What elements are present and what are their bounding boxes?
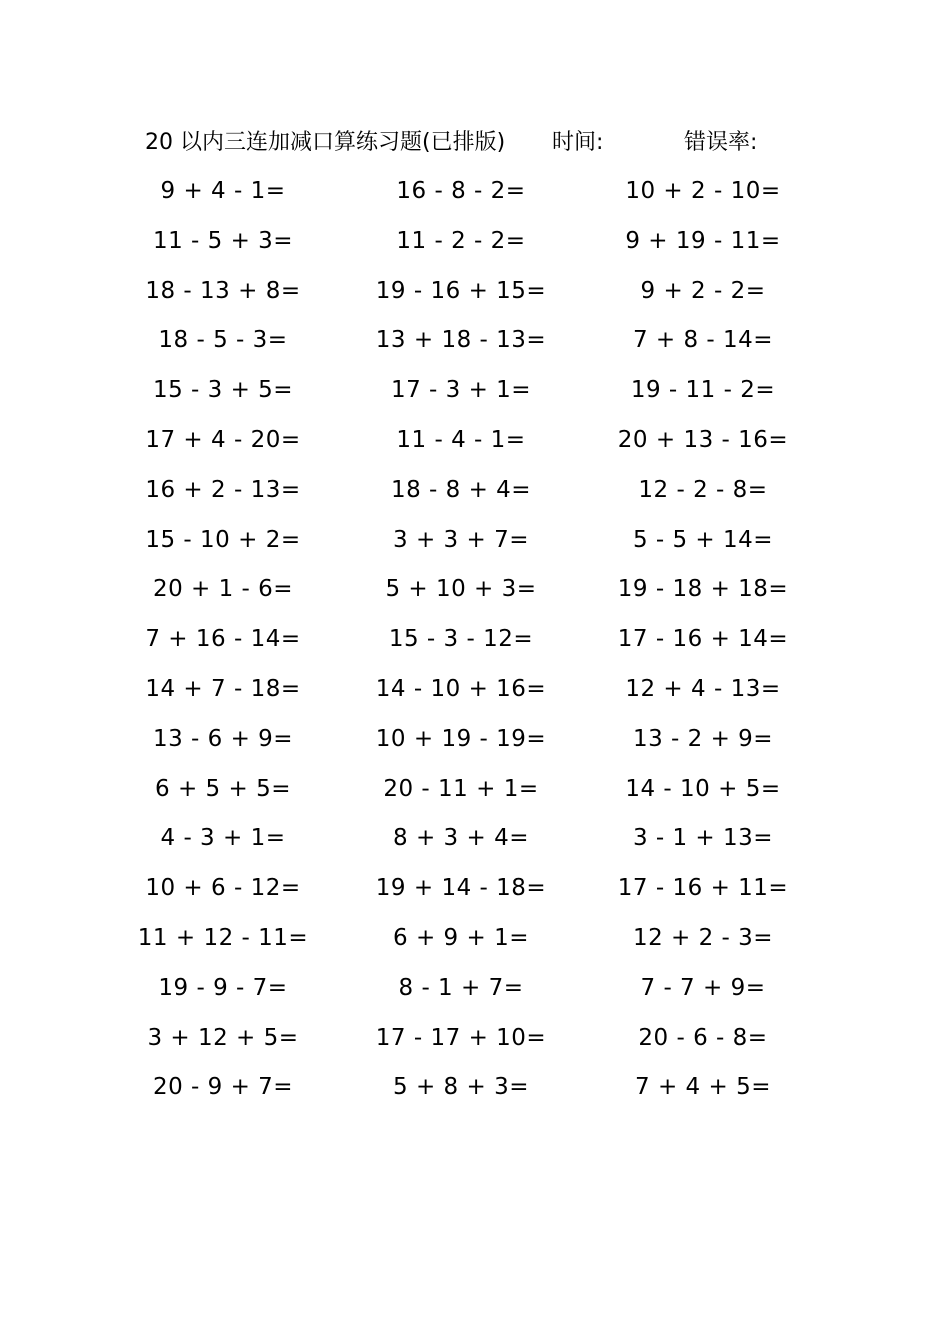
arithmetic-problem: 6 + 9 + 1=: [393, 924, 529, 951]
arithmetic-problem: 17 - 17 + 10=: [375, 1024, 547, 1051]
worksheet-title: 20 以内三连加减口算练习题(已排版): [145, 130, 506, 155]
problem-row: [0, 870, 950, 920]
arithmetic-problem: 10 + 6 - 12=: [145, 875, 301, 902]
arithmetic-problem: 19 - 16 + 15=: [375, 277, 547, 304]
arithmetic-problem: 14 - 10 + 5=: [625, 775, 781, 802]
arithmetic-problem: 5 + 10 + 3=: [385, 576, 537, 603]
problem-row: [0, 422, 950, 472]
arithmetic-problem: 14 - 10 + 16=: [375, 675, 547, 702]
arithmetic-problem: 7 + 16 - 14=: [145, 626, 301, 653]
arithmetic-problem: 9 + 4 - 1=: [160, 178, 286, 204]
arithmetic-problem: 15 - 3 + 5=: [152, 377, 294, 404]
arithmetic-problem: 12 + 4 - 13=: [625, 675, 781, 702]
arithmetic-problem: 15 - 3 - 12=: [388, 626, 534, 653]
problem-row: [0, 1020, 950, 1070]
arithmetic-problem: 16 + 2 - 13=: [145, 476, 301, 503]
arithmetic-problem: 11 + 12 - 11=: [137, 924, 309, 951]
arithmetic-problem: 12 - 2 - 8=: [638, 476, 768, 503]
arithmetic-problem: 17 - 3 + 1=: [390, 377, 532, 404]
problem-grid: [0, 173, 950, 1119]
problem-row: [0, 771, 950, 821]
arithmetic-problem: 20 - 6 - 8=: [638, 1024, 768, 1051]
problem-row: [0, 721, 950, 771]
arithmetic-problem: 15 - 10 + 2=: [145, 526, 301, 553]
problem-row: [0, 621, 950, 671]
arithmetic-problem: 16 - 8 - 2=: [396, 178, 526, 204]
arithmetic-problem: 18 - 13 + 8=: [145, 277, 301, 304]
arithmetic-problem: 19 - 11 - 2=: [630, 377, 776, 404]
problem-row: [0, 173, 950, 223]
problem-row: [0, 273, 950, 323]
arithmetic-problem: 14 + 7 - 18=: [145, 675, 301, 702]
arithmetic-problem: 3 - 1 + 13=: [632, 825, 774, 852]
arithmetic-problem: 17 - 16 + 14=: [617, 626, 789, 653]
arithmetic-problem: 20 - 9 + 7=: [152, 1074, 294, 1101]
problem-row: [0, 322, 950, 372]
arithmetic-problem: 17 + 4 - 20=: [145, 426, 301, 453]
arithmetic-problem: 20 + 13 - 16=: [617, 426, 789, 453]
problem-row: [0, 820, 950, 870]
arithmetic-problem: 9 + 19 - 11=: [625, 227, 781, 254]
arithmetic-problem: 13 + 18 - 13=: [375, 327, 547, 354]
arithmetic-problem: 8 - 1 + 7=: [398, 974, 524, 1001]
arithmetic-problem: 11 - 4 - 1=: [396, 426, 526, 453]
arithmetic-problem: 20 - 11 + 1=: [383, 775, 539, 802]
arithmetic-problem: 4 - 3 + 1=: [160, 825, 286, 852]
arithmetic-problem: 7 - 7 + 9=: [640, 974, 766, 1001]
problem-row: [0, 1069, 950, 1119]
arithmetic-problem: 10 + 19 - 19=: [375, 725, 547, 752]
arithmetic-problem: 13 - 2 + 9=: [632, 725, 774, 752]
arithmetic-problem: 20 + 1 - 6=: [152, 576, 294, 603]
arithmetic-problem: 7 + 8 - 14=: [632, 327, 774, 354]
arithmetic-problem: 18 - 5 - 3=: [158, 327, 288, 354]
arithmetic-problem: 19 - 9 - 7=: [158, 974, 288, 1001]
arithmetic-problem: 12 + 2 - 3=: [632, 924, 774, 951]
problem-row: [0, 970, 950, 1020]
arithmetic-problem: 3 + 3 + 7=: [393, 526, 529, 553]
arithmetic-problem: 6 + 5 + 5=: [155, 775, 291, 802]
arithmetic-problem: 11 - 5 + 3=: [152, 227, 294, 254]
arithmetic-problem: 11 - 2 - 2=: [396, 227, 526, 254]
arithmetic-problem: 13 - 6 + 9=: [152, 725, 294, 752]
arithmetic-problem: 5 + 8 + 3=: [393, 1074, 529, 1101]
arithmetic-problem: 10 + 2 - 10=: [625, 178, 781, 204]
arithmetic-problem: 18 - 8 + 4=: [390, 476, 532, 503]
problem-row: [0, 671, 950, 721]
arithmetic-problem: 5 - 5 + 14=: [632, 526, 774, 553]
arithmetic-problem: 3 + 12 + 5=: [147, 1024, 299, 1051]
arithmetic-problem: 8 + 3 + 4=: [393, 825, 529, 852]
arithmetic-problem: 9 + 2 - 2=: [640, 277, 766, 304]
arithmetic-problem: 19 - 18 + 18=: [617, 576, 789, 603]
problem-row: [0, 571, 950, 621]
arithmetic-problem: 17 - 16 + 11=: [617, 875, 789, 902]
problem-row: [0, 372, 950, 422]
problem-row: [0, 223, 950, 273]
time-label: 时间:: [552, 130, 604, 155]
arithmetic-problem: 7 + 4 + 5=: [635, 1074, 771, 1101]
worksheet-header: [0, 127, 950, 159]
arithmetic-problem: 19 + 14 - 18=: [375, 875, 547, 902]
problem-row: [0, 920, 950, 970]
error-rate-label: 错误率:: [684, 130, 758, 155]
problem-row: [0, 522, 950, 572]
problem-row: [0, 472, 950, 522]
